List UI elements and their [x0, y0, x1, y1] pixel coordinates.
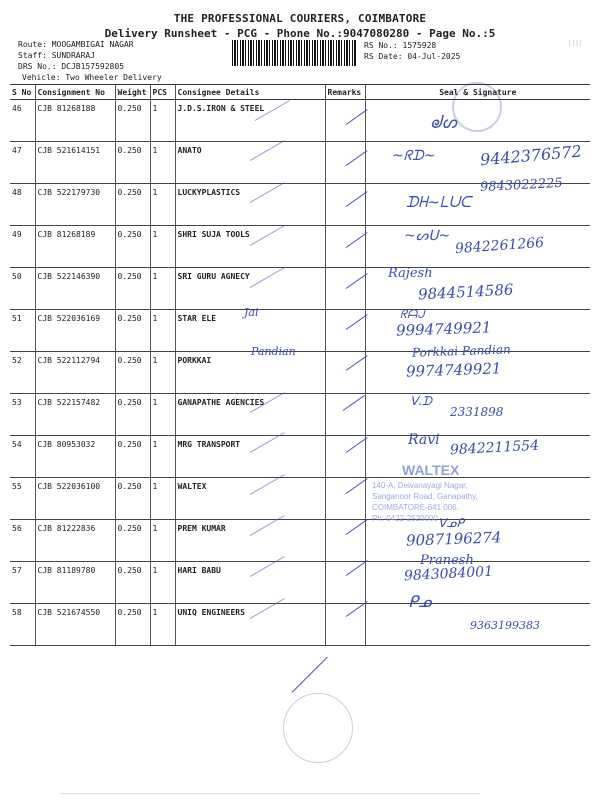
name-54: Ravi — [408, 432, 440, 448]
weight-cell: 0.250 — [115, 478, 150, 520]
remarks-cell — [325, 604, 365, 646]
col-header-pcs: PCS — [150, 85, 175, 100]
col-header-sno: S No — [10, 85, 35, 100]
phone-47: 9442376572 — [479, 141, 583, 170]
weight-cell: 0.250 — [115, 310, 150, 352]
consignment-no-cell: CJB 521674550 — [35, 604, 115, 646]
weight-cell: 0.250 — [115, 268, 150, 310]
sno-cell: 48 — [10, 184, 35, 226]
consignment-no-cell: CJB 522036100 — [35, 478, 115, 520]
consignee-cell: GANAPATHE AGENCIES — [175, 394, 325, 436]
consignee-cell: HARI BABU — [175, 562, 325, 604]
sno-cell: 57 — [10, 562, 35, 604]
pcs-cell: 1 — [150, 268, 175, 310]
consignment-no-cell: CJB 522112794 — [35, 352, 115, 394]
signature-53: ᐯ.ᗪ — [410, 394, 432, 408]
consignee-note-52: Pandian — [251, 345, 296, 358]
phone-54: 9842211554 — [449, 437, 540, 459]
consignee-cell: LUCKYPLASTICS — [175, 184, 325, 226]
sno-cell: 53 — [10, 394, 35, 436]
sno-cell: 49 — [10, 226, 35, 268]
pcs-cell: 1 — [150, 604, 175, 646]
phone-51: 9994749921 — [395, 318, 492, 340]
route-label: Route: MOOGAMBIGAI NAGAR — [18, 40, 134, 49]
phone-56: 9087196274 — [405, 528, 502, 550]
consignee-cell: PREM KUMAR — [175, 520, 325, 562]
barcode-image — [232, 40, 357, 66]
weight-cell: 0.250 — [115, 520, 150, 562]
barcode-marks: |||| — [568, 40, 583, 47]
phone-50: 9844514586 — [417, 280, 514, 304]
pcs-cell: 1 — [150, 142, 175, 184]
staff-label: Staff: SUNDRARAJ — [18, 51, 96, 60]
consignee-cell: UNIQ ENGINEERS — [175, 604, 325, 646]
consignment-no-cell: CJB 81189780 — [35, 562, 115, 604]
remarks-cell — [325, 268, 365, 310]
sno-cell: 46 — [10, 100, 35, 142]
pcs-cell: 1 — [150, 520, 175, 562]
phone-57: 9843084001 — [403, 563, 494, 585]
col-header-remarks: Remarks — [325, 85, 365, 100]
signature-46: ᖙᔕ — [430, 112, 457, 133]
phone-53: 2331898 — [450, 405, 504, 419]
consignee-cell: WALTEX — [175, 478, 325, 520]
weight-cell: 0.250 — [115, 436, 150, 478]
table-row — [10, 100, 590, 142]
name-52: Porkkai Pandian — [411, 342, 511, 360]
signature-51: ᖇᗩᒍ — [400, 307, 425, 321]
remarks-cell — [325, 100, 365, 142]
remarks-cell — [325, 352, 365, 394]
bottom-pen-stroke — [292, 657, 328, 693]
signature-47: ~ᖇᗪ~ — [392, 148, 436, 164]
pcs-cell: 1 — [150, 226, 175, 268]
footer-line — [60, 793, 480, 794]
weight-cell: 0.250 — [115, 142, 150, 184]
company-title: THE PROFESSIONAL COURIERS, COIMBATORE — [173, 12, 427, 25]
col-header-weight: Weight — [115, 85, 150, 100]
consignment-no-cell: CJB 522179730 — [35, 184, 115, 226]
runsheet-table — [10, 84, 590, 646]
signature-49: ~ᔕᑌ~ — [404, 228, 451, 244]
weight-cell: 0.250 — [115, 184, 150, 226]
pcs-cell: 1 — [150, 310, 175, 352]
sno-cell: 54 — [10, 436, 35, 478]
remarks-cell — [325, 142, 365, 184]
seal-cell — [365, 100, 590, 142]
consignee-cell: SRI GURU AGNECY — [175, 268, 325, 310]
rs-date: RS Date: 04-Jul-2025 — [364, 52, 461, 61]
faint-round-stamp-icon — [283, 693, 353, 763]
weight-cell: 0.250 — [115, 352, 150, 394]
pcs-cell: 1 — [150, 352, 175, 394]
waltex-stamp-name: WALTEX — [402, 462, 460, 478]
consignee-cell: ANATO — [175, 142, 325, 184]
vehicle-label: Vehicle: Two Wheeler Delivery — [22, 73, 162, 82]
col-header-consignment: Consignment No — [35, 85, 115, 100]
runsheet-subtitle: Delivery Runsheet - PCG - Phone No.:9047080280 - Page No.:5 — [104, 27, 496, 40]
drs-label: DRS No.: DCJB157592805 — [18, 62, 124, 71]
remarks-cell — [325, 310, 365, 352]
sno-cell: 50 — [10, 268, 35, 310]
table-row — [10, 352, 590, 394]
table-row — [10, 562, 590, 604]
consignee-cell: SHRI SUJA TOOLS — [175, 226, 325, 268]
phone-49: 9842261266 — [454, 234, 545, 258]
consignee-note-51: Jai — [244, 306, 259, 319]
remarks-cell — [325, 184, 365, 226]
weight-cell: 0.250 — [115, 100, 150, 142]
sno-cell: 56 — [10, 520, 35, 562]
weight-cell: 0.250 — [115, 394, 150, 436]
phone-48: 9843022225 — [479, 175, 564, 196]
consignment-no-cell: CJB 522146390 — [35, 268, 115, 310]
sno-cell: 47 — [10, 142, 35, 184]
consignment-no-cell: CJB 80953032 — [35, 436, 115, 478]
pcs-cell: 1 — [150, 100, 175, 142]
remarks-cell — [325, 562, 365, 604]
weight-cell: 0.250 — [115, 604, 150, 646]
consignment-no-cell: CJB 522036169 — [35, 310, 115, 352]
signature-58: ᑭᓄ — [408, 592, 432, 611]
consignee-cell: PORKKAI — [175, 352, 325, 394]
consignment-no-cell: CJB 81268189 — [35, 226, 115, 268]
consignee-cell: MRG TRANSPORT — [175, 436, 325, 478]
table-header-row — [10, 85, 590, 100]
sno-cell: 52 — [10, 352, 35, 394]
pcs-cell: 1 — [150, 436, 175, 478]
sno-cell: 51 — [10, 310, 35, 352]
name-50: Rajesh — [388, 266, 433, 281]
rs-number: RS No.: 1575928 — [364, 41, 437, 50]
consignment-no-cell: CJB 521614151 — [35, 142, 115, 184]
weight-cell: 0.250 — [115, 562, 150, 604]
table-row — [10, 478, 590, 520]
col-header-consignee: Consignee Details — [175, 85, 325, 100]
sno-cell: 55 — [10, 478, 35, 520]
waltex-stamp-address: 140-A, Deivanayagi Nagar, Sanganoor Road, Ganapathy, COIMBATORE-641 006. Ph: 0422-2520000 — [372, 481, 478, 523]
pcs-cell: 1 — [150, 394, 175, 436]
consignment-no-cell: CJB 81222836 — [35, 520, 115, 562]
phone-58: 9363199383 — [470, 619, 540, 632]
table-row — [10, 520, 590, 562]
signature-48: ᗪᕼ~ᒪᑌᑕ — [406, 193, 472, 211]
consignment-no-cell: CJB 522157482 — [35, 394, 115, 436]
phone-52: 9974749921 — [405, 359, 502, 381]
sno-cell: 58 — [10, 604, 35, 646]
weight-cell: 0.250 — [115, 226, 150, 268]
consignee-cell: J.D.S.IRON & STEEL — [175, 100, 325, 142]
signature-56: ᐯᓄᑭ — [438, 516, 464, 530]
col-header-seal: Seal & Signature — [365, 85, 590, 100]
name-57: Pranesh — [420, 553, 474, 568]
consignee-cell: STAR ELE — [175, 310, 325, 352]
consignment-no-cell: CJB 81268188 — [35, 100, 115, 142]
pcs-cell: 1 — [150, 562, 175, 604]
pcs-cell: 1 — [150, 184, 175, 226]
pcs-cell: 1 — [150, 478, 175, 520]
